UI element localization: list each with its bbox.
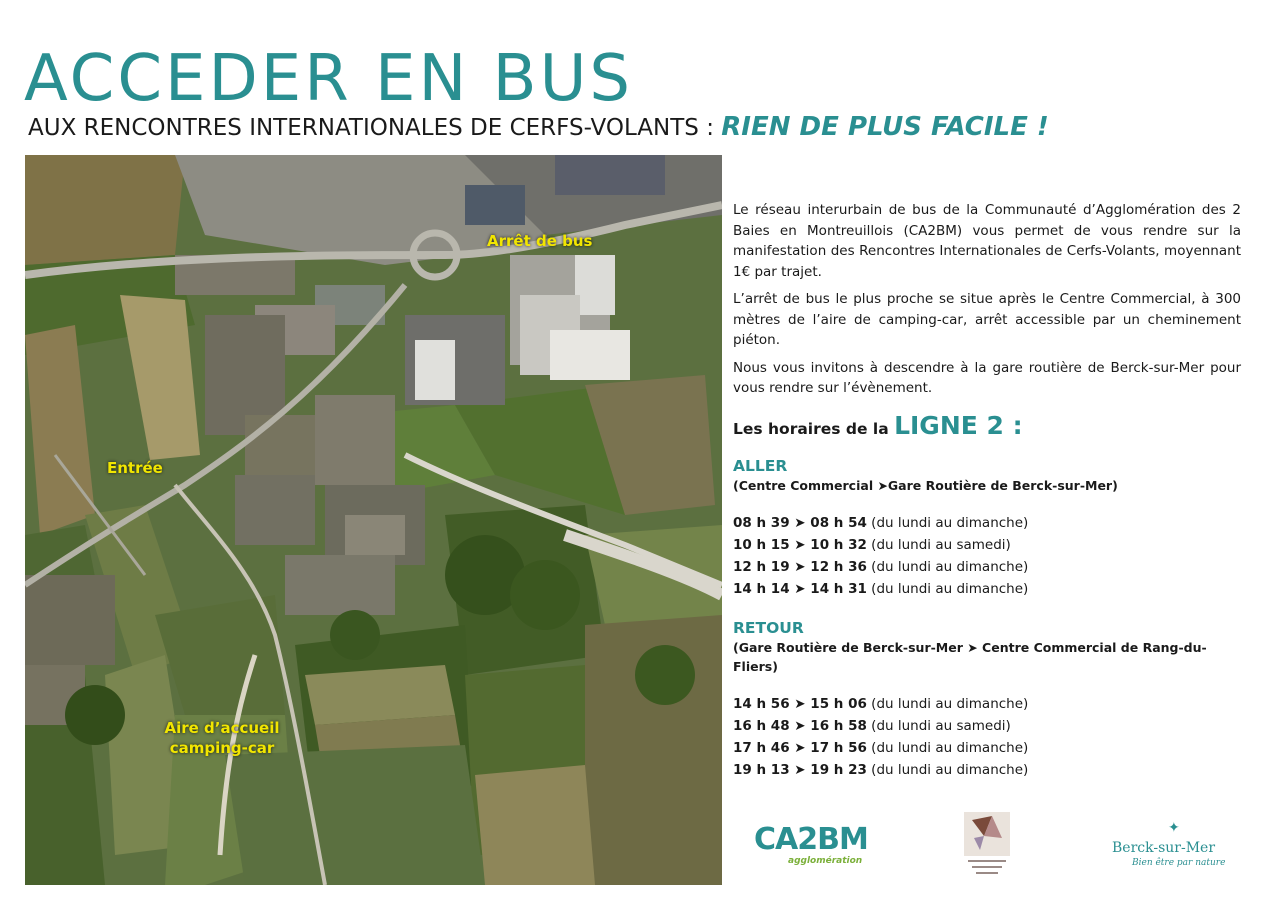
berck-logo bbox=[1112, 818, 1252, 870]
map-label-bus-stop: Arrêt de bus bbox=[487, 232, 593, 250]
time-row bbox=[733, 556, 1241, 578]
retour-times bbox=[733, 693, 1241, 781]
ca2bm-logo-tagline: agglomération bbox=[788, 856, 863, 866]
map-label-camping-line2: camping-car bbox=[169, 739, 275, 757]
ca2bm-logo-name: CA2BM bbox=[754, 822, 868, 857]
intro-paragraph-2: L’arrêt de bus le plus proche se situe après le Centre Commercial, à 300 mètres de l’aire de camping-car, arrêt accessible par un cheminement piéton. bbox=[733, 291, 1241, 348]
time-days: (du lundi au samedi) bbox=[866, 717, 1011, 734]
retour-route: (Gare Routière de Berck-sur-Mer ➤ Centre Commercial de Rang-du-Fliers) bbox=[733, 639, 1207, 674]
aerial-map-image bbox=[25, 155, 722, 885]
retour-title: RETOUR bbox=[733, 618, 804, 637]
time-range: 16 h 48 ➤ 16 h 58 bbox=[733, 717, 867, 734]
time-days: (du lundi au dimanche) bbox=[866, 761, 1029, 778]
aller-title: ALLER bbox=[733, 456, 788, 475]
time-days: (du lundi au dimanche) bbox=[866, 514, 1029, 531]
schedule-heading-text: Les horaires de la bbox=[733, 419, 895, 438]
subtitle-main: AUX RENCONTRES INTERNATIONALES DE CERFS-VOLANTS : bbox=[28, 115, 722, 141]
time-days: (du lundi au samedi) bbox=[866, 536, 1011, 553]
time-days: (du lundi au dimanche) bbox=[866, 580, 1029, 597]
time-days: (du lundi au dimanche) bbox=[866, 695, 1029, 712]
time-range: 17 h 46 ➤ 17 h 56 bbox=[733, 739, 867, 756]
info-column bbox=[733, 200, 1241, 781]
time-range: 19 h 13 ➤ 19 h 23 bbox=[733, 761, 867, 778]
aller-times bbox=[733, 512, 1241, 600]
page-title: ACCEDER EN BUS bbox=[24, 42, 634, 116]
time-range: 12 h 19 ➤ 12 h 36 bbox=[733, 558, 867, 575]
kite-logo-icon bbox=[962, 808, 1012, 878]
time-row bbox=[733, 759, 1241, 781]
time-range: 14 h 14 ➤ 14 h 31 bbox=[733, 580, 867, 597]
time-row bbox=[733, 534, 1241, 556]
time-row bbox=[733, 512, 1241, 534]
time-range: 08 h 39 ➤ 08 h 54 bbox=[733, 514, 867, 531]
schedule-line-name: LIGNE 2 : bbox=[894, 410, 1023, 440]
time-days: (du lundi au dimanche) bbox=[866, 739, 1029, 756]
map-label-entrance: Entrée bbox=[107, 459, 163, 477]
time-row bbox=[733, 715, 1241, 737]
page-subtitle bbox=[28, 112, 1268, 143]
berck-logo-tagline: Bien être par nature bbox=[1132, 858, 1226, 868]
map-label-camping-line1: Aire d’accueil bbox=[164, 719, 280, 737]
aller-route: (Centre Commercial ➤Gare Routière de Berck-sur-Mer) bbox=[733, 477, 1118, 493]
ca2bm-logo bbox=[750, 820, 868, 874]
time-range: 10 h 15 ➤ 10 h 32 bbox=[733, 536, 867, 553]
partner-logos bbox=[750, 808, 1250, 886]
time-days: (du lundi au dimanche) bbox=[866, 558, 1029, 575]
schedule-heading bbox=[733, 411, 1241, 444]
time-range: 14 h 56 ➤ 15 h 06 bbox=[733, 695, 867, 712]
intro-paragraph-3: Nous vous invitons à descendre à la gare routière de Berck-sur-Mer pour vous rendre sur l’évènement. bbox=[733, 359, 1241, 396]
map-label-camping bbox=[157, 718, 287, 758]
subtitle-accent: RIEN DE PLUS FACILE ! bbox=[721, 112, 1049, 142]
aerial-map bbox=[25, 155, 722, 885]
berck-logo-icon: ✦ bbox=[1168, 820, 1180, 836]
intro-paragraph-1: Le réseau interurbain de bus de la Communauté d’Agglomération des 2 Baies en Montreuillois (CA2BM) vous permet de vous rendre sur la manifestation des Rencontres Internationales de Cerfs-Volants, moyennant 1€ par trajet. bbox=[733, 202, 1241, 280]
time-row bbox=[733, 737, 1241, 759]
berck-logo-name: Berck-sur-Mer bbox=[1112, 840, 1216, 856]
time-row bbox=[733, 693, 1241, 715]
time-row bbox=[733, 578, 1241, 600]
